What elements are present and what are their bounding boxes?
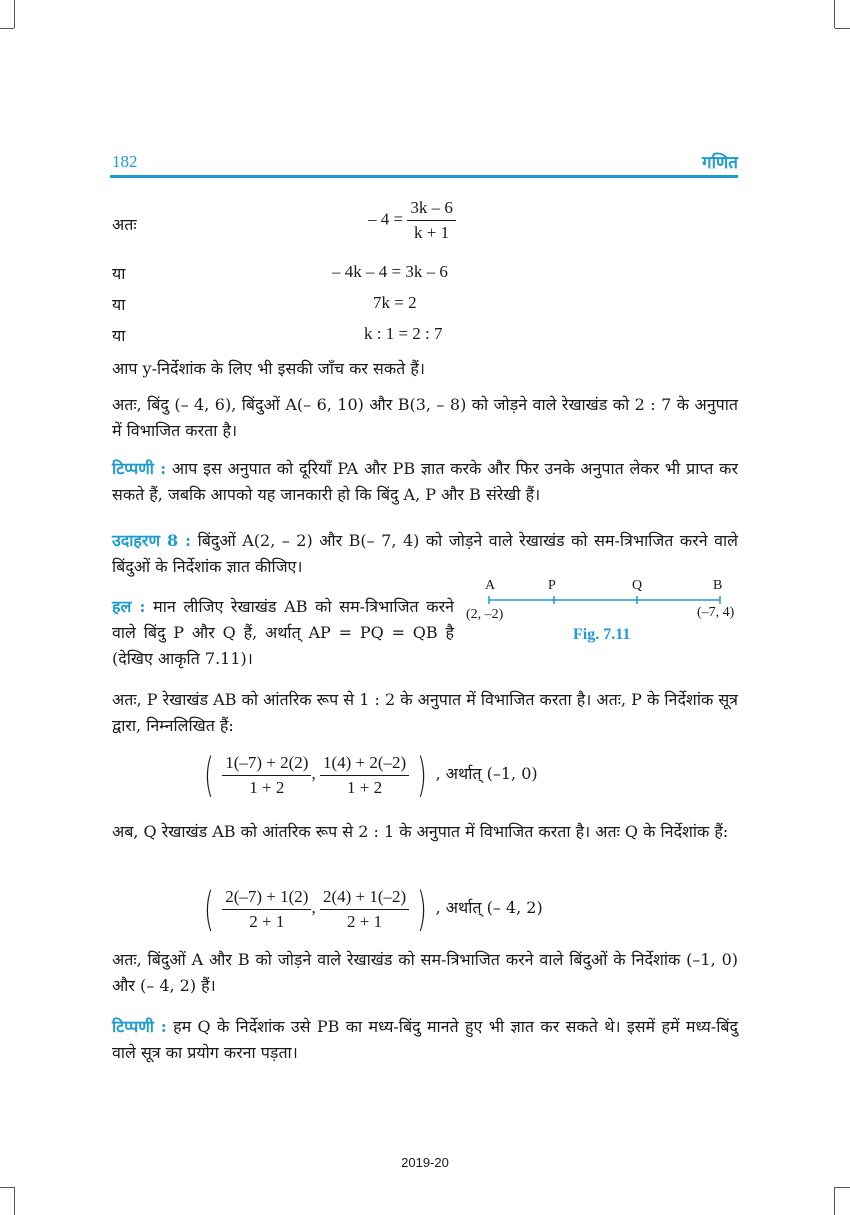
note-label: टिप्पणी :	[112, 459, 167, 478]
point-label-b: B	[713, 578, 723, 593]
formula-q-y	[320, 887, 409, 932]
crop-mark	[14, 1187, 15, 1215]
point-label-p: P	[548, 578, 556, 593]
page-title: गणित	[702, 153, 738, 173]
left-paren: (	[204, 882, 214, 936]
derivation-line-2: – 4k – 4 = 3k – 6	[332, 262, 448, 281]
coord-a: (2, –2)	[466, 607, 504, 622]
formula-p-y	[320, 753, 409, 798]
derivation-lhs: – 4 =	[368, 209, 404, 229]
point-label-a: A	[485, 578, 496, 593]
example-text: बिंदुओं A(2, – 2) और B(– 7, 4) को जोड़ने वाले रेखाखंड को सम-त्रिभाजित करने वाले बिंदुओं के निर्देशांक ज्ञात कीजिए।	[112, 531, 738, 576]
fraction-numerator: 1(4) + 2(–2)	[320, 753, 409, 776]
paragraph-check-y: आप y-निर्देशांक के लिए भी इसकी जाँच कर सकते हैं।	[112, 359, 425, 378]
formula-p	[200, 748, 538, 802]
paragraph-conclusion: अतः, बिंदु (– 4, 6), बिंदुओं A(– 6, 10) और B(3, – 8) को जोड़ने वाले रेखाखंड को 2 : 7 के अनुपात में विभाजित करता है।	[112, 395, 738, 440]
paragraph-answer: अतः, बिंदुओं A और B को जोड़ने वाले रेखाखंड को सम-त्रिभाजित करने वाले बिंदुओं के निर्देशांक (–1, 0) और (– 4, 2) हैं।	[112, 950, 738, 995]
derivation-line-3: 7k = 2	[373, 293, 417, 312]
trisection-line	[486, 592, 726, 608]
fraction-numerator: 2(4) + 1(–2)	[320, 887, 409, 910]
comma: ,	[311, 763, 316, 783]
crop-mark	[14, 0, 15, 28]
fraction-denominator: 1 + 2	[347, 777, 383, 797]
note-2	[112, 1014, 738, 1066]
derivation-label: या	[112, 295, 126, 314]
formula-q-x	[222, 887, 311, 932]
paragraph-q-ratio: अब, Q रेखाखंड AB को आंतरिक रूप से 2 : 1 के अनुपात में विभाजित करता है। अतः Q के निर्देशांक हैं:	[112, 822, 729, 841]
fraction-denominator: 2 + 1	[249, 911, 285, 931]
header-rule	[110, 175, 738, 178]
fraction-denominator: 1 + 2	[249, 777, 285, 797]
crop-mark	[834, 1187, 835, 1215]
derivation-line-4: k : 1 = 2 : 7	[364, 324, 443, 343]
fraction-denominator: k + 1	[414, 223, 450, 242]
derivation-label: या	[112, 326, 126, 345]
figure-caption: Fig. 7.11	[573, 626, 631, 643]
crop-mark	[0, 1187, 14, 1188]
point-label-q: Q	[632, 578, 643, 593]
derivation-label: अतः	[112, 215, 137, 234]
example-label: उदाहरण 8 :	[112, 531, 192, 550]
fraction-denominator: 2 + 1	[347, 911, 383, 931]
footer-year: 2019-20	[401, 1155, 449, 1170]
fraction-numerator: 3k – 6	[407, 198, 456, 221]
solution	[112, 594, 454, 672]
crop-mark	[0, 28, 14, 29]
derivation-line-1	[368, 198, 456, 243]
page-number: 182	[112, 152, 138, 171]
fraction-numerator: 2(–7) + 1(2)	[222, 887, 311, 910]
note-text: हम Q के निर्देशांक उसे PB का मध्य-बिंदु मानते हुए भी ज्ञात कर सकते थे। इसमें हमें मध्य-बिंदु वाले सूत्र का प्रयोग करना पड़ता।	[112, 1017, 738, 1062]
coord-b: (–7, 4)	[697, 605, 735, 620]
crop-mark	[835, 1187, 850, 1188]
comma: ,	[311, 897, 316, 917]
note-text: आप इस अनुपात को दूरियाँ PA और PB ज्ञात करके और फिर उनके अनुपात लेकर भी प्राप्त कर सकते हैं, जबकि आपको यह जानकारी हो कि बिंदु A, P और B संरेखी हैं।	[112, 459, 738, 504]
crop-mark	[835, 28, 850, 29]
example-8	[112, 528, 738, 580]
paragraph-p-ratio: अतः, P रेखाखंड AB को आंतरिक रूप से 1 : 2 के अनुपात में विभाजित करता है। अतः, P के निर्देशांक सूत्र द्वारा, निम्नलिखित हैं:	[112, 690, 738, 735]
formula-p-result: , अर्थात् (–1, 0)	[435, 763, 538, 783]
solution-label: हल :	[112, 597, 146, 616]
derivation-label: या	[112, 264, 126, 283]
right-paren: )	[417, 748, 428, 802]
formula-q	[200, 882, 543, 936]
note-label: टिप्पणी :	[112, 1017, 167, 1036]
solution-text: मान लीजिए रेखाखंड AB को सम-त्रिभाजित करने वाले बिंदु P और Q हैं, अर्थात् AP = PQ = QB है (देखिए आकृति 7.11)।	[112, 597, 454, 668]
fraction-numerator: 1(–7) + 2(2)	[222, 753, 311, 776]
derivation-fraction	[407, 198, 456, 243]
formula-p-x	[222, 753, 311, 798]
right-paren: )	[417, 882, 428, 936]
crop-mark	[834, 0, 835, 28]
note-1	[112, 456, 738, 508]
formula-q-result: , अर्थात् (– 4, 2)	[435, 897, 543, 917]
left-paren: (	[204, 748, 214, 802]
